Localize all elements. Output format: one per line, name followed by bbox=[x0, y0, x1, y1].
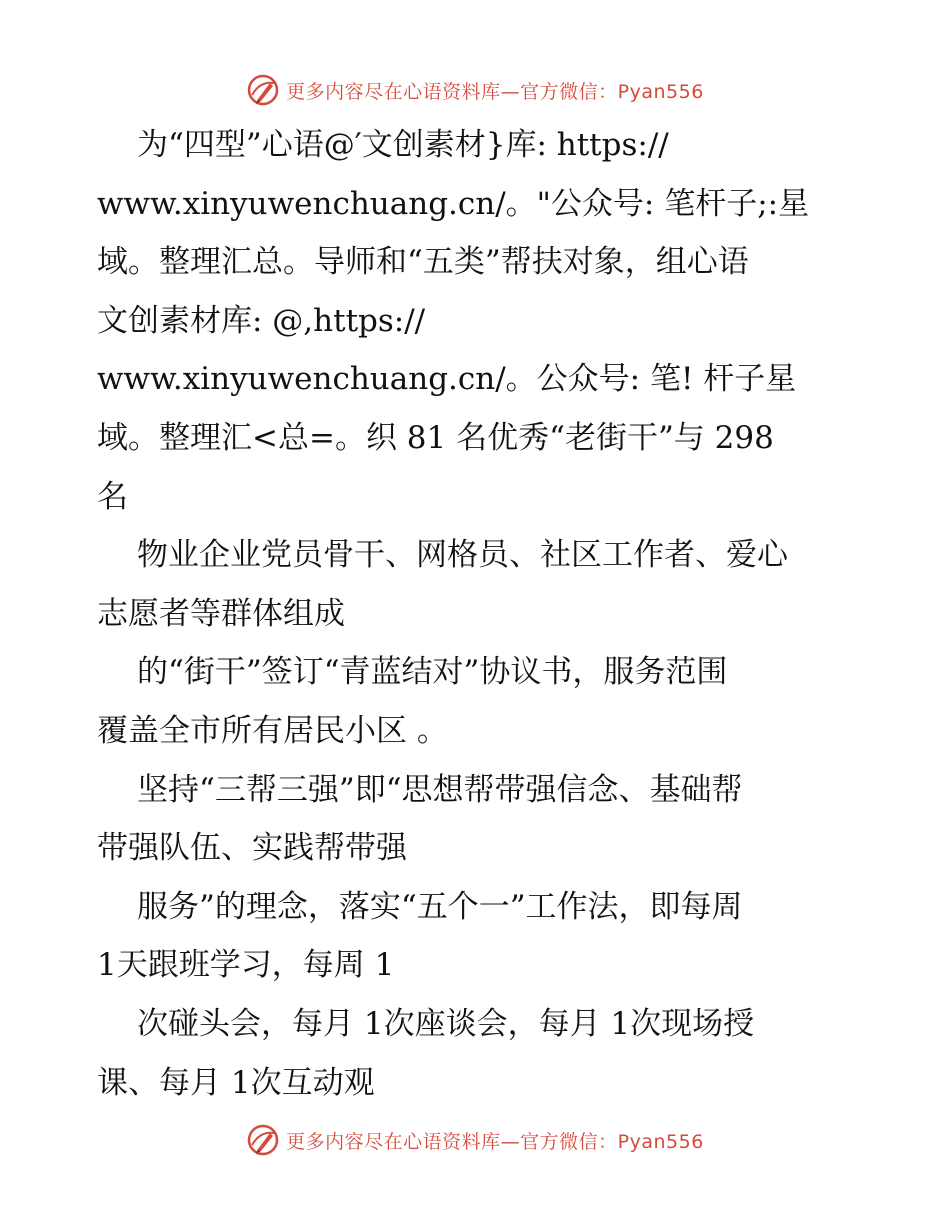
pen-logo-icon bbox=[246, 1123, 280, 1157]
watermark-text: 更多内容尽在心语资料库—官方微信：Pyan556 bbox=[286, 1130, 704, 1153]
text-line: 坚持“三帮三强”即“思想帮带强信念、基础帮 bbox=[137, 771, 743, 808]
body-text bbox=[97, 116, 857, 1112]
text-line: 服务”的理念，落实“五个一”工作法，即每周 bbox=[137, 888, 743, 925]
text-line: 域。整理汇总。导师和“五类”帮扶对象，组心语 bbox=[97, 244, 749, 281]
footer-watermark bbox=[0, 1120, 950, 1160]
watermark-text: 更多内容尽在心语资料库—官方微信：Pyan556 bbox=[286, 80, 704, 103]
text-line: 志愿者等群体组成 bbox=[97, 595, 345, 632]
text-line: 次碰头会，每月 1次座谈会，每月 1次现场授 bbox=[137, 1005, 755, 1042]
text-line: 物业企业党员骨干、网格员、社区工作者、爱心 bbox=[137, 537, 788, 574]
text-line: 为“四型”心语@′文创素材}库: https:// bbox=[137, 127, 669, 163]
text-line: 域。整理汇<总=。织 81 名优秀“老街干”与 298 bbox=[97, 419, 774, 456]
text-line: 文创素材库: @,https:// bbox=[97, 302, 426, 339]
text-line: www.xinyuwenchuang.cn/。公众号: 笔! 杆子星 bbox=[97, 361, 797, 398]
header-watermark bbox=[0, 70, 950, 110]
text-line: 的“街干”签订“青蓝结对”协议书，服务范围 bbox=[137, 654, 728, 691]
text-line: 1天跟班学习，每周 1 bbox=[97, 947, 395, 984]
text-line: 带强队伍、实践帮带强 bbox=[97, 830, 407, 867]
pen-logo-icon bbox=[246, 73, 280, 107]
text-line: 覆盖全市所有居民小区 。 bbox=[97, 712, 448, 749]
text-line: 课、每月 1次互动观 bbox=[97, 1064, 375, 1101]
text-line: www.xinyuwenchuang.cn/。"公众号: 笔杆子;:星 bbox=[97, 185, 810, 222]
text-line: 名 bbox=[97, 478, 128, 515]
